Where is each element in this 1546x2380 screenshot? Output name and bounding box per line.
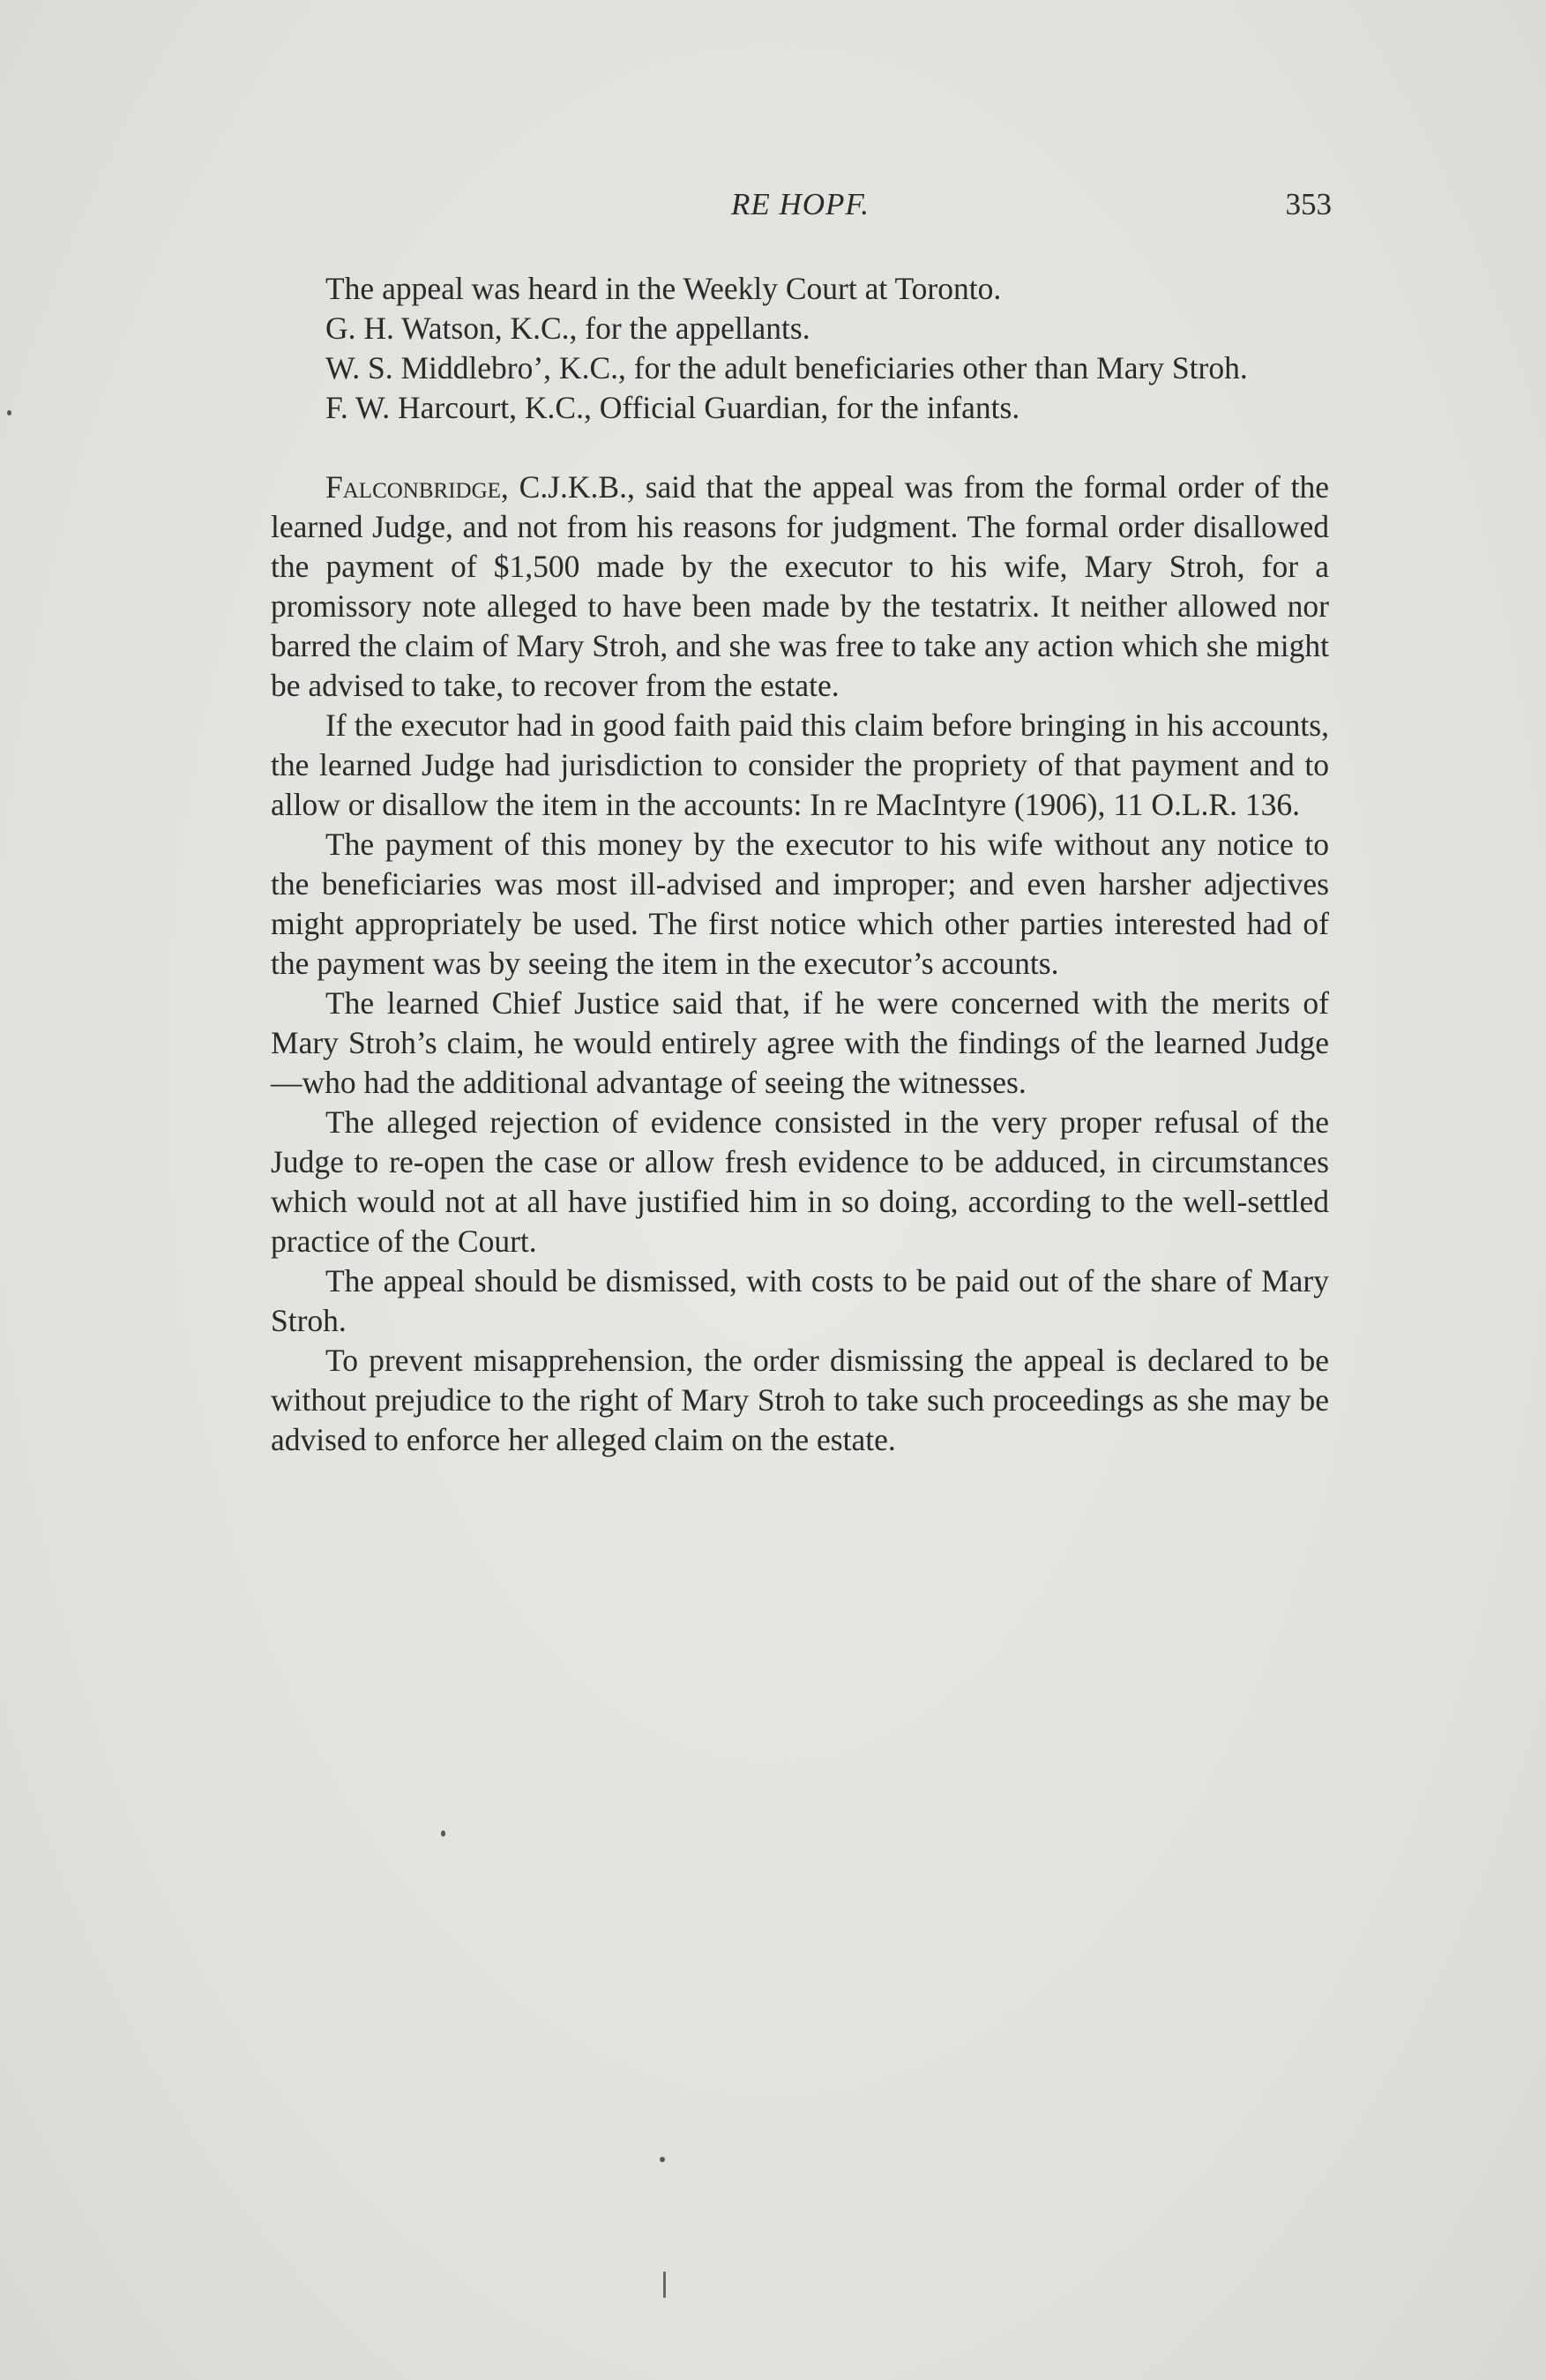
paragraph-merits: The learned Chief Justice said that, if he were concerned with the merits of Mary Stroh’s claim, he would entirely agree with the findings of the learned Judge—who had the additional advantage of seeing the witnesses.	[271, 985, 1329, 1100]
paragraph-without-prejudice: To prevent misapprehension, the order dismissing the appeal is declared to be without prejudice to the right of Mary Stroh to take such proceedings as she may be advised to enforce her alleged claim on the estate.	[271, 1343, 1329, 1457]
paragraph-payment: The payment of this money by the executor to his wife without any notice to the beneficiaries was most ill-advised and improper; and even harsher adjectives might appropriately be used. The first notice which other parties interested had of the payment was by seeing the item in the executor’s accounts.	[271, 827, 1329, 981]
paper-speck	[663, 2271, 666, 2298]
paragraph-jurisdiction: If the executor had in good faith paid this claim before bringing in his accounts, the learned Judge had jurisdiction to consider the propriety of that payment and to allow or disallow the item in the accounts: In re MacIntyre (1906), 11 O.L.R. 136.	[271, 707, 1329, 822]
paragraph-judgment-opening	[271, 468, 1329, 706]
paper-speck	[441, 1830, 445, 1837]
paragraph-counsel-beneficiaries: W. S. Middlebro’, K.C., for the adult beneficiaries other than Mary Stroh.	[325, 350, 1248, 385]
running-head: RE HOPF.	[730, 187, 870, 221]
paper-speck	[660, 2157, 665, 2162]
body-text	[271, 269, 1329, 1460]
paper-speck	[7, 410, 11, 415]
page-header	[269, 187, 1332, 231]
page-number: 353	[1285, 187, 1332, 221]
paragraph-dismissal: The appeal should be dismissed, with costs to be paid out of the share of Mary Stroh.	[271, 1263, 1329, 1338]
paragraph-counsel-infants: F. W. Harcourt, K.C., Official Guardian, for the infants.	[325, 390, 1020, 425]
paragraph-hearing: The appeal was heard in the Weekly Court at Toronto.	[325, 271, 1002, 306]
paragraph-evidence: The alleged rejection of evidence consisted in the very proper refusal of the Judge to re-open the case or allow fresh evidence to be adduced, in circumstances which would not at all have justified him in so doing, according to the well-settled practice of the Court.	[271, 1104, 1329, 1259]
paragraph-counsel-appellants: G. H. Watson, K.C., for the appellants.	[325, 311, 810, 346]
judge-name: Falconbridge	[325, 469, 501, 505]
judgment-opening-text: , C.J.K.B., said that the appeal was from the formal order of the learned Judge, and not from his reasons for judgment. The formal order disallowed the payment of $1,500 made by the executor to his wife, Mary Stroh, for a promissory note alleged to have been made by the testatrix. It neither allowed nor barred the claim of Mary Stroh, and she was free to take any action which she might be advised to take, to recover from the estate.	[271, 469, 1329, 703]
